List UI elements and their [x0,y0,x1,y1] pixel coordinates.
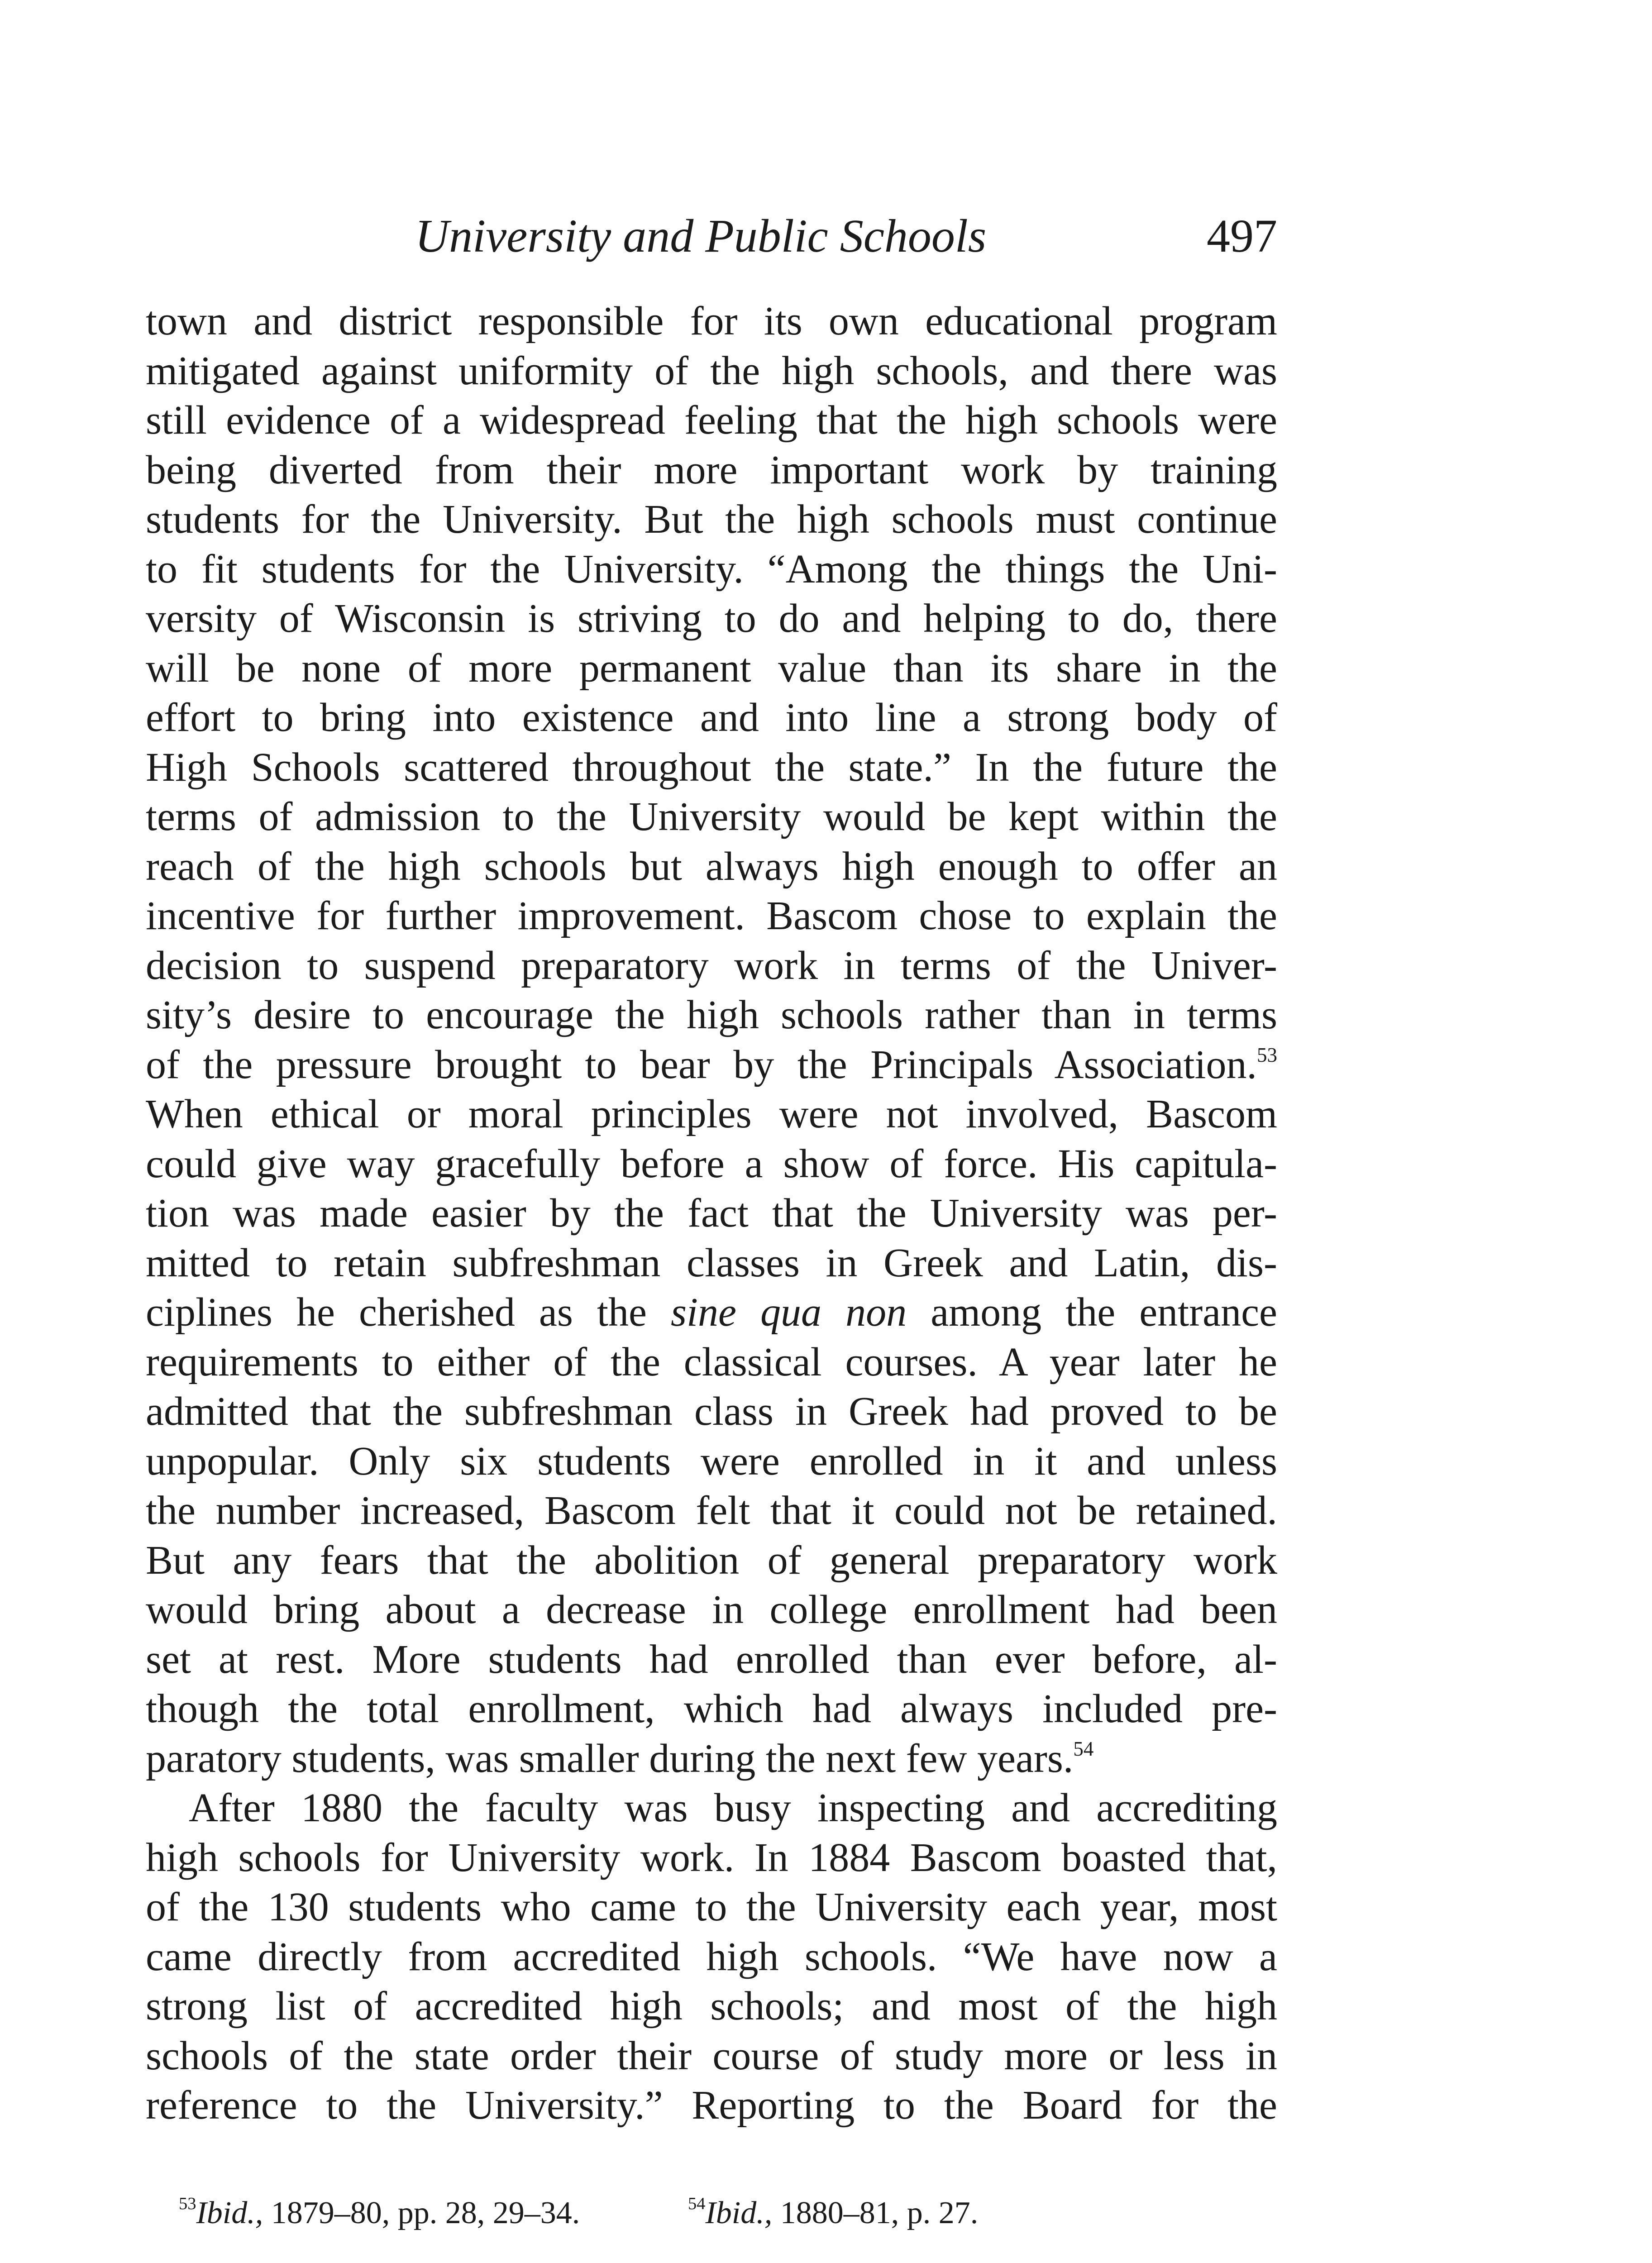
text-line: reference to the University.” Reporting to the Board for the [146,2083,1277,2128]
text-line: strong list of accredited high schools; and most of the high [146,1984,1277,2029]
text-segment: paratory students, was smaller during the next few years. [146,1736,1074,1781]
page-number: 497 [1207,210,1277,262]
text-line: sity’s desire to encourage the high schools rather than in terms [146,993,1277,1037]
text-line: mitigated against uniformity of the high schools, and there was [146,348,1277,393]
text-line: town and district responsible for its own educational program [146,299,1277,344]
footnote-source: Ibid., [196,2196,263,2230]
text-line: admitted that the subfreshman class in Greek had proved to be [146,1389,1277,1434]
running-title: University and Public Schools [415,210,987,262]
text-line: would bring about a decrease in college enrollment had been [146,1587,1277,1632]
text-line: But any fears that the abolition of general preparatory work [146,1537,1277,1583]
text-line: versity of Wisconsin is striving to do and helping to do, there [146,596,1277,641]
text-line: effort to bring into existence and into line a strong body of [146,695,1277,740]
text-line: incentive for further improvement. Bascom chose to explain the [146,893,1277,938]
italic-phrase: sine qua non [671,1290,907,1335]
text-segment: ciplines he cherished as the [146,1290,671,1335]
footnote-detail: 1880–81, p. 27. [772,2196,979,2230]
footnote-marker: 54 [688,2194,706,2214]
text-line: though the total enrollment, which had always included pre- [146,1686,1277,1731]
text-line: decision to suspend preparatory work in terms of the Univer- [146,943,1277,988]
text-segment: among the entrance [907,1290,1277,1335]
main-text [146,296,1277,2130]
text-line: tion was made easier by the fact that the University was per- [146,1191,1277,1236]
footnote-ref-54: 54 [1073,1737,1094,1760]
text-line: When ethical or moral principles were not involved, Bascom [146,1092,1277,1136]
text-line: the number increased, Bascom felt that it could not be retained. [146,1488,1277,1533]
text-line: requirements to either of the classical courses. A year later he [146,1339,1277,1385]
text-line-with-footnote-ref [146,1040,1277,1090]
paragraph-2 [146,1783,1277,2130]
text-line: unpopular. Only six students were enrolled in it and unless [146,1438,1277,1484]
text-line: of the 130 students who came to the University each year, most [146,1885,1277,1929]
paragraph-1 [146,296,1277,1783]
text-line: could give way gracefully before a show of force. His capitula- [146,1141,1277,1186]
footnote-marker: 53 [179,2194,196,2214]
text-line: mitted to retain subfreshman classes in Greek and Latin, dis- [146,1240,1277,1285]
text-line: set at rest. More students had enrolled than ever before, al- [146,1637,1277,1682]
text-line: schools of the state order their course of study more or less in [146,2033,1277,2078]
text-line: to fit students for the University. “Among the things the Uni- [146,546,1277,592]
text-line-with-footnote-ref [146,1734,1277,1784]
text-line: being diverted from their more important work by training [146,447,1277,492]
text-line: students for the University. But the high schools must continue [146,497,1277,542]
running-header [146,210,1277,272]
footnotes [179,2193,1220,2234]
footnote-detail: 1879–80, pp. 28, 29–34. [263,2196,580,2230]
text-line-with-italic [146,1288,1277,1337]
footnote-54 [688,2193,978,2234]
footnote-ref-53: 53 [1257,1043,1277,1066]
footnote-53 [179,2193,580,2234]
footnote-source: Ibid., [705,2196,773,2230]
text-line: After 1880 the faculty was busy inspecting and accrediting [189,1786,1277,1830]
text-line: High Schools scattered throughout the state.” In the future the [146,745,1277,790]
text-line: will be none of more permanent value than its share in the [146,645,1277,691]
text-line: terms of admission to the University would be kept within the [146,794,1277,839]
text-line: high schools for University work. In 1884 Bascom boasted that, [146,1835,1277,1880]
text-line: came directly from accredited high schools. “We have now a [146,1934,1277,1979]
text-segment: of the pressure brought to bear by the Principals Association. [146,1042,1257,1087]
text-line: reach of the high schools but always high enough to offer an [146,844,1277,889]
text-line: still evidence of a widespread feeling that the high schools were [146,398,1277,443]
